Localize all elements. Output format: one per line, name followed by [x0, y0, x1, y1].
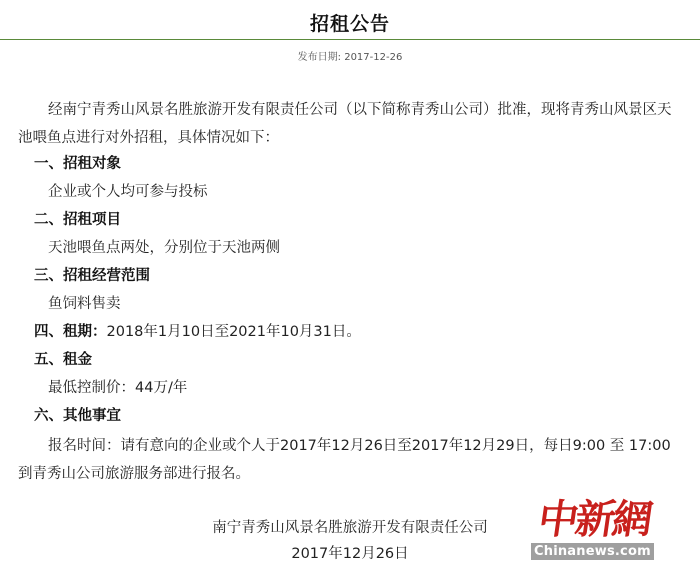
section-4-heading: 四、租期： — [34, 324, 107, 340]
section-6-heading: 六、其他事宜 — [34, 408, 121, 424]
section-5-text: 最低控制价：44万/年 — [48, 380, 188, 396]
section-2-text: 天池喂鱼点两处，分别位于天池两侧 — [48, 240, 280, 256]
section-5-heading: 五、租金 — [34, 352, 92, 368]
title-divider — [0, 39, 700, 40]
watermark-logo: 中新網 — [535, 496, 653, 543]
watermark-site: Chinanews.com — [531, 543, 654, 560]
section-3-text: 鱼饲料售卖 — [48, 296, 121, 312]
section-4 — [34, 320, 361, 341]
chinanews-watermark — [531, 488, 681, 568]
section-4-text: 2018年1月10日至2021年10月31日。 — [106, 324, 361, 340]
intro-paragraph: 经南宁青秀山风景名胜旅游开发有限责任公司（以下简称青秀山公司）批准，现将青秀山风景区天池喂鱼点进行对外招租，具体情况如下： — [18, 102, 672, 146]
page-title: 招租公告 — [309, 13, 390, 35]
section-6-text: 报名时间：请有意向的企业或个人于2017年12月26日至2017年12月29日，每日9:00 至 17:00到青秀山公司旅游服务部进行报名。 — [18, 438, 671, 482]
section-3-heading: 三、招租经营范围 — [34, 268, 150, 284]
section-2-heading: 二、招租项目 — [34, 212, 121, 228]
signature-company: 南宁青秀山风景名胜旅游开发有限责任公司 — [212, 520, 488, 536]
section-1-heading: 一、招租对象 — [34, 156, 121, 172]
publish-date: 发布日期: 2017-12-26 — [297, 52, 403, 63]
signature-date: 2017年12月26日 — [291, 546, 409, 562]
section-1-text: 企业或个人均可参与投标 — [48, 184, 208, 200]
